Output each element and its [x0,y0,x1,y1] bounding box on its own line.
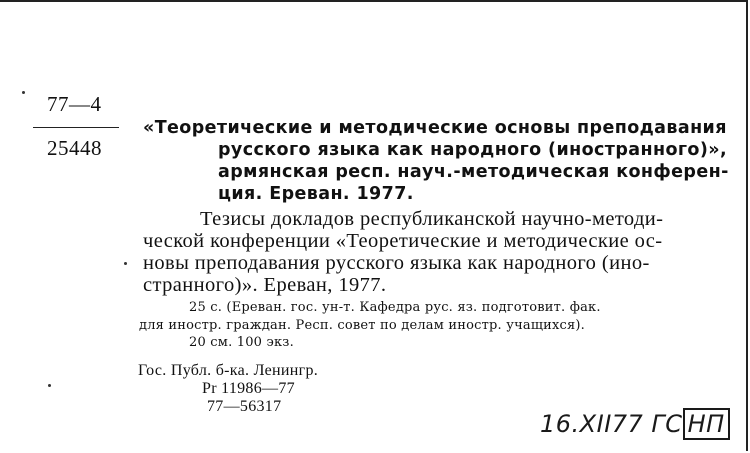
title-line-4: ция. Ереван. 1977. [218,184,414,204]
body-line-2: ческой конференции «Теоретические и методические ос- [143,230,663,252]
notes-line-2: для иностр. граждан. Респ. совет по делам иностр. учащихся). [139,318,585,333]
library-line-3: 77—56317 [207,398,282,415]
card-code-top: 77—4 [47,92,102,116]
handwritten-box: НП [683,408,730,440]
speck-mark [48,384,51,387]
code-divider [33,127,119,128]
library-line-1: Гос. Публ. б-ка. Ленингр. [138,362,319,379]
notes-line-1: 25 с. (Ереван. гос. ун-т. Кафедра рус. яз. подготовит. фак. [189,300,601,315]
library-line-2: Pr 11986—77 [202,380,295,397]
speck-mark [22,91,25,94]
title-line-1: «Теоретические и методические основы преподавания [143,118,727,138]
card-code-bottom: 25448 [47,136,102,160]
handwritten-date: 16.XII77 ГС [540,410,683,438]
title-line-3: армянская респ. науч.-методическая конферен- [218,162,729,182]
handwritten-acquisition-mark [540,410,730,438]
body-line-4: странного)». Ереван, 1977. [143,274,387,296]
title-line-2: русского языка как народного (иностранного)», [218,140,728,160]
body-line-1: Тезисы докладов республиканской научно-методи- [200,208,664,230]
notes-line-3: 20 см. 100 экз. [189,335,294,350]
body-line-3: новы преподавания русского языка как народного (ино- [143,252,650,274]
speck-mark [124,262,127,265]
